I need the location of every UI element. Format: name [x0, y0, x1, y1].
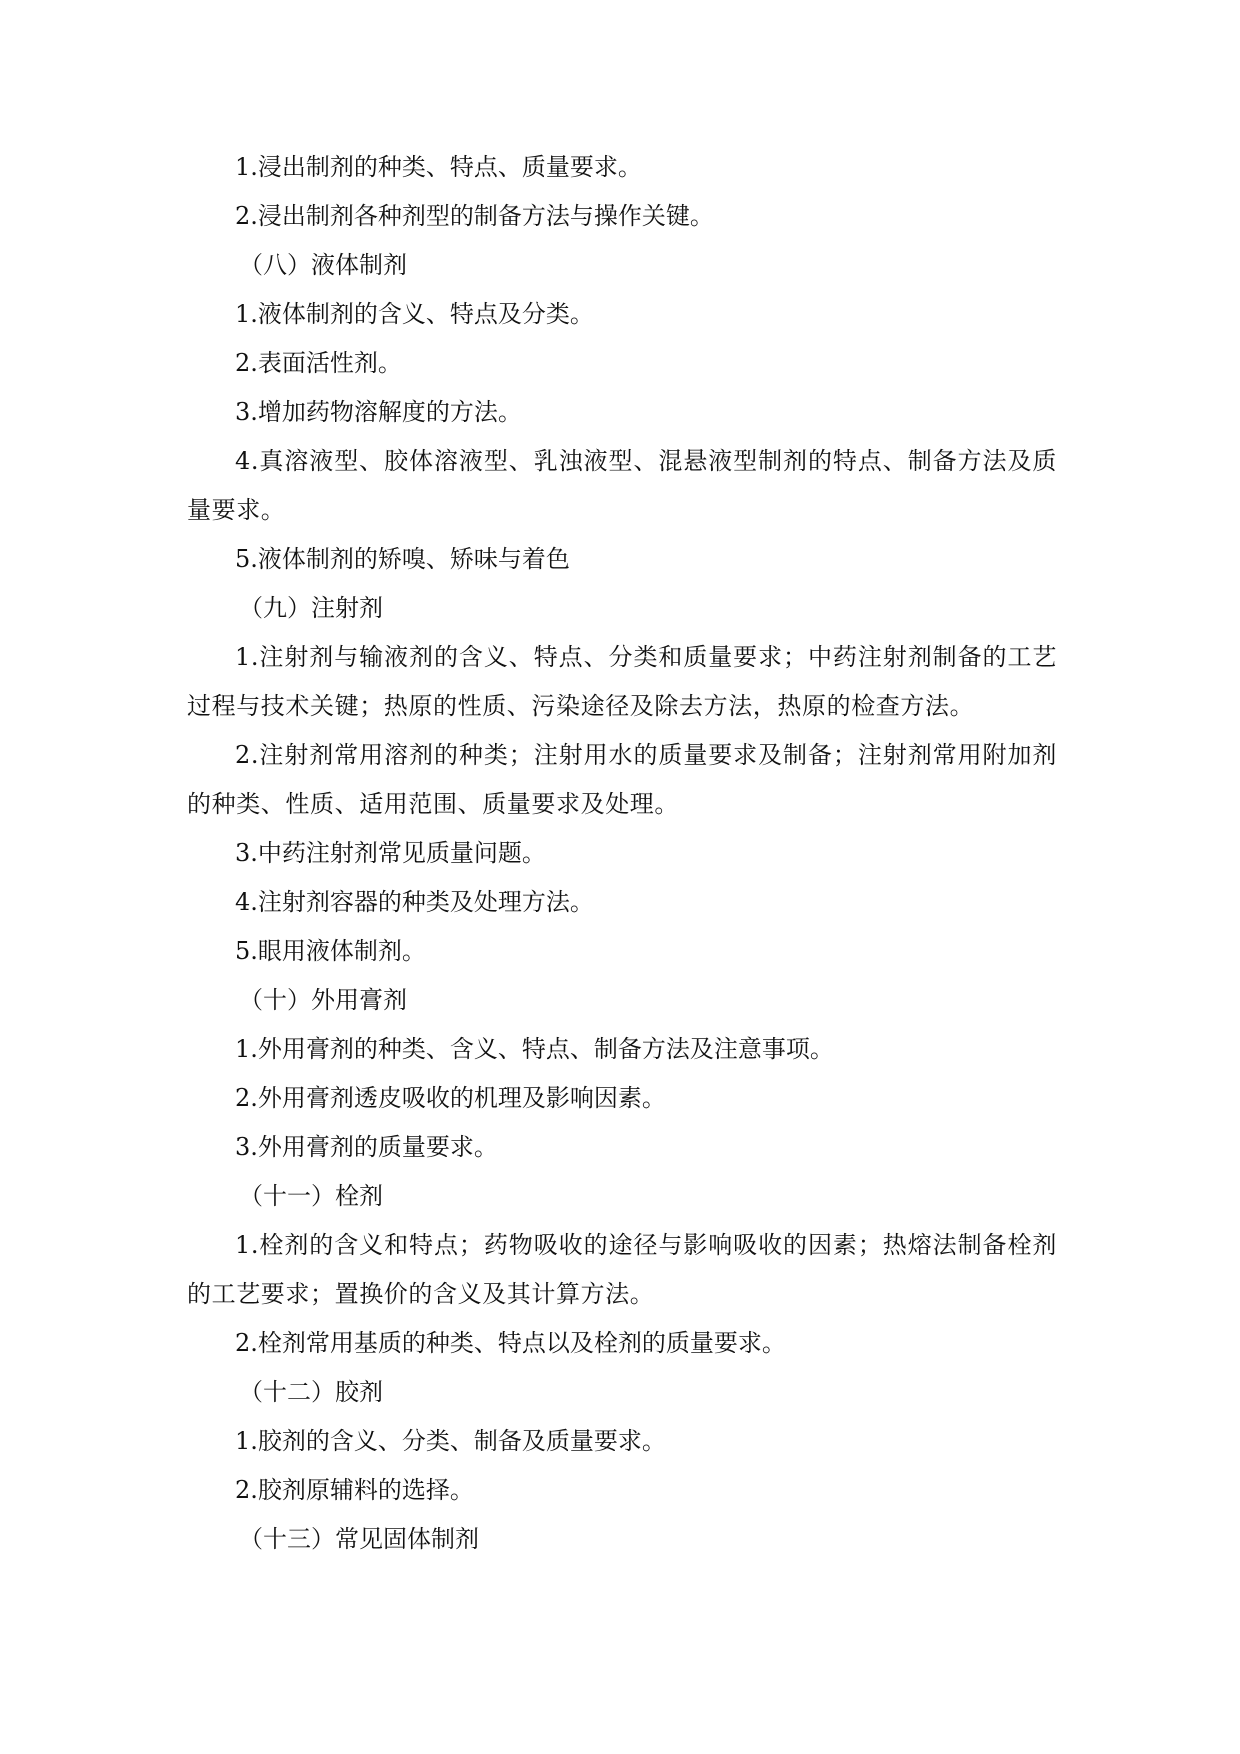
item-injection-quality: 3.中药注射剂常见质量问题。 [235, 839, 546, 867]
section-heading-liquid: （八）液体制剂 [239, 251, 407, 279]
item-paste-types: 1.外用膏剂的种类、含义、特点、制备方法及注意事项。 [235, 1035, 834, 1063]
section-heading-injection: （九）注射剂 [239, 594, 383, 622]
item-paste-quality: 3.外用膏剂的质量要求。 [235, 1133, 498, 1161]
item-suppository-definition: 1.栓剂的含义和特点；药物吸收的途径与影响吸收的因素；热熔法制备栓剂的工艺要求；置换价的含义及其计算方法。 [187, 1231, 1057, 1308]
section-heading-external-paste: （十）外用膏剂 [239, 986, 407, 1014]
section-heading-suppository: （十一）栓剂 [239, 1182, 383, 1210]
section-heading-gelatin: （十二）胶剂 [239, 1378, 383, 1406]
item-liquid-definition: 1.液体制剂的含义、特点及分类。 [235, 300, 594, 328]
item-gelatin-definition: 1.胶剂的含义、分类、制备及质量要求。 [235, 1427, 666, 1455]
item-flavoring: 5.液体制剂的矫嗅、矫味与着色 [235, 545, 570, 573]
item-surfactant: 2.表面活性剂。 [235, 349, 402, 377]
item-paste-absorption: 2.外用膏剂透皮吸收的机理及影响因素。 [235, 1084, 666, 1112]
item-gelatin-materials: 2.胶剂原辅料的选择。 [235, 1476, 474, 1504]
item-injection-definition: 1.注射剂与输液剂的含义、特点、分类和质量要求；中药注射剂制备的工艺过程与技术关键；热原的性质、污染途径及除去方法，热原的检查方法。 [187, 643, 1057, 720]
item-extract-types: 1.浸出制剂的种类、特点、质量要求。 [235, 153, 642, 181]
item-suppository-bases: 2.栓剂常用基质的种类、特点以及栓剂的质量要求。 [235, 1329, 786, 1357]
item-extract-methods: 2.浸出制剂各种剂型的制备方法与操作关键。 [235, 202, 714, 230]
item-injection-containers: 4.注射剂容器的种类及处理方法。 [235, 888, 594, 916]
item-solubility: 3.增加药物溶解度的方法。 [235, 398, 522, 426]
section-heading-solid: （十三）常见固体制剂 [239, 1525, 479, 1553]
item-eye-liquid: 5.眼用液体制剂。 [235, 937, 426, 965]
item-solution-types: 4.真溶液型、胶体溶液型、乳浊液型、混悬液型制剂的特点、制备方法及质量要求。 [187, 447, 1057, 524]
document-body [187, 143, 1057, 1564]
item-injection-solvents: 2.注射剂常用溶剂的种类；注射用水的质量要求及制备；注射剂常用附加剂的种类、性质、适用范围、质量要求及处理。 [187, 741, 1057, 818]
